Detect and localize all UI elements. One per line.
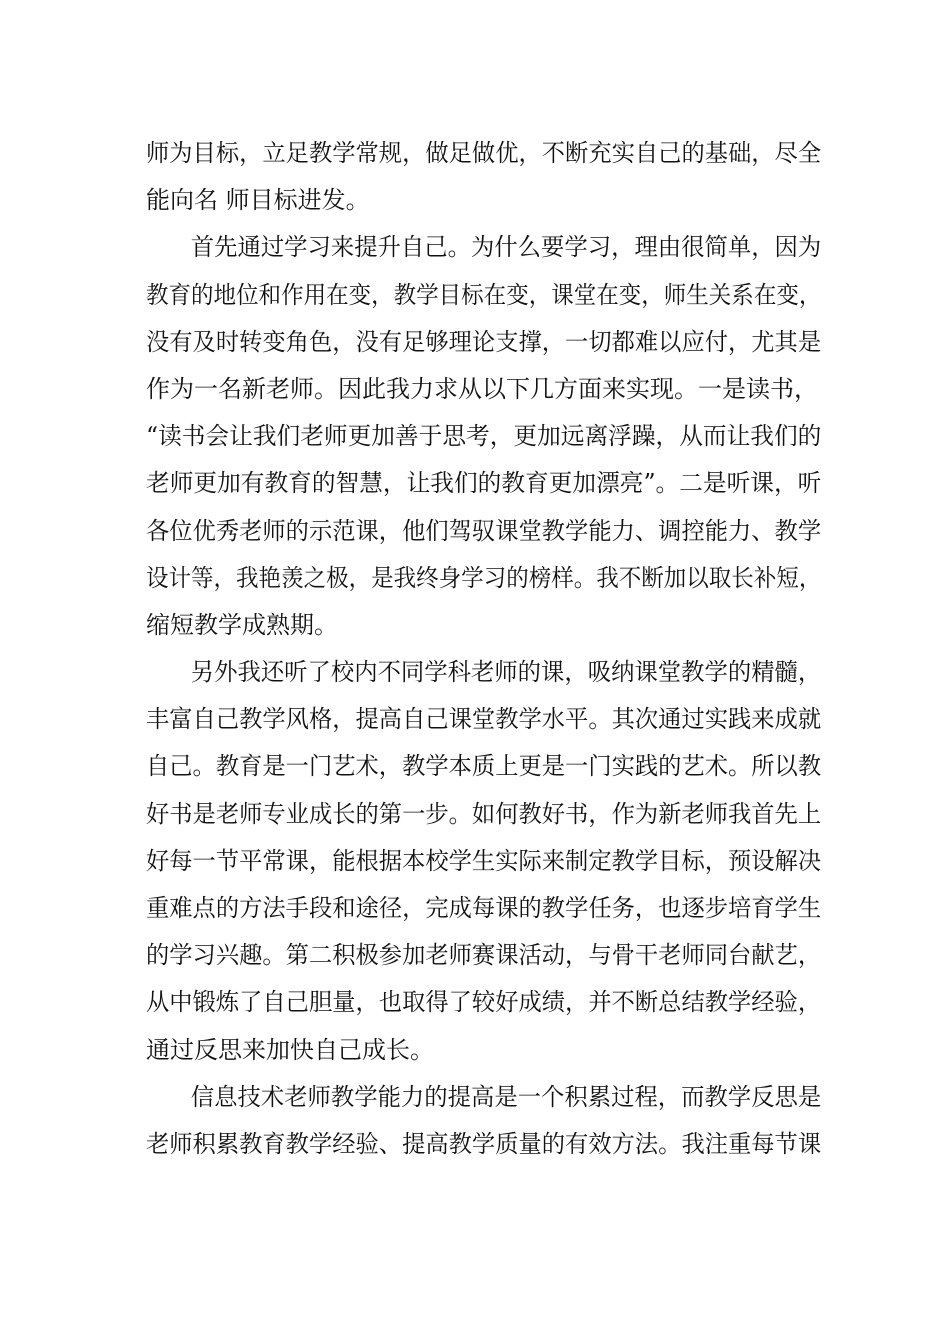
text-line: 老师更加有教育的智慧，让我们的教育更加漂亮”。二是听课，听: [146, 469, 822, 498]
text-line: 缩短教学成熟期。: [146, 610, 338, 639]
text-line: 教育的地位和作用在变，教学目标在变，课堂在变，师生关系在变，: [146, 280, 822, 309]
body-text: [146, 130, 822, 1168]
text-line: 自己。教育是一门艺术，教学本质上更是一门实践的艺术。所以教: [146, 752, 822, 781]
text-line: 好书是老师专业成长的第一步。如何教好书，作为新老师我首先上: [146, 799, 822, 828]
text-line: 信息技术老师教学能力的提高是一个积累过程，而教学反思是: [190, 1082, 822, 1111]
text-line: 丰富自己教学风格，提高自己课堂教学水平。其次通过实践来成就: [146, 705, 822, 734]
text-line: 通过反思来加快自己成长。: [146, 1035, 434, 1064]
text-line: 老师积累教育教学经验、提高教学质量的有效方法。我注重每节课: [146, 1129, 822, 1158]
text-line: 作为一名新老师。因此我力求从以下几方面来实现。一是读书，: [146, 374, 818, 403]
text-line: 重难点的方法手段和途径，完成每课的教学任务，也逐步培育学生: [146, 894, 822, 922]
text-line: 设计等，我艳羡之极，是我终身学习的榜样。我不断加以取长补短，: [146, 563, 822, 592]
text-line: 好每一节平常课，能根据本校学生实际来制定教学目标，预设解决: [146, 846, 822, 875]
text-line: 各位优秀老师的示范课，他们驾驭课堂教学能力、调控能力、教学: [146, 516, 822, 545]
text-line: 从中锻炼了自己胆量，也取得了较好成绩，并不断总结教学经验，: [146, 988, 822, 1017]
text-line: 首先通过学习来提升自己。为什么要学习，理由很简单，因为: [190, 233, 822, 262]
text-line: 的学习兴趣。第二积极参加老师赛课活动，与骨干老师同台献艺，: [146, 941, 822, 970]
text-line: “读书会让我们老师更加善于思考，更加远离浮躁，从而让我们的: [146, 422, 822, 451]
text-line: 师为目标，立足教学常规，做足做优，不断充实自己的基础，尽全: [146, 139, 822, 167]
text-line: 能向名 师目标进发。: [146, 186, 370, 215]
text-line: 没有及时转变角色，没有足够理论支撑，一切都难以应付，尤其是: [146, 327, 822, 356]
text-line: 另外我还听了校内不同学科老师的课，吸纳课堂教学的精髓，: [190, 658, 822, 687]
